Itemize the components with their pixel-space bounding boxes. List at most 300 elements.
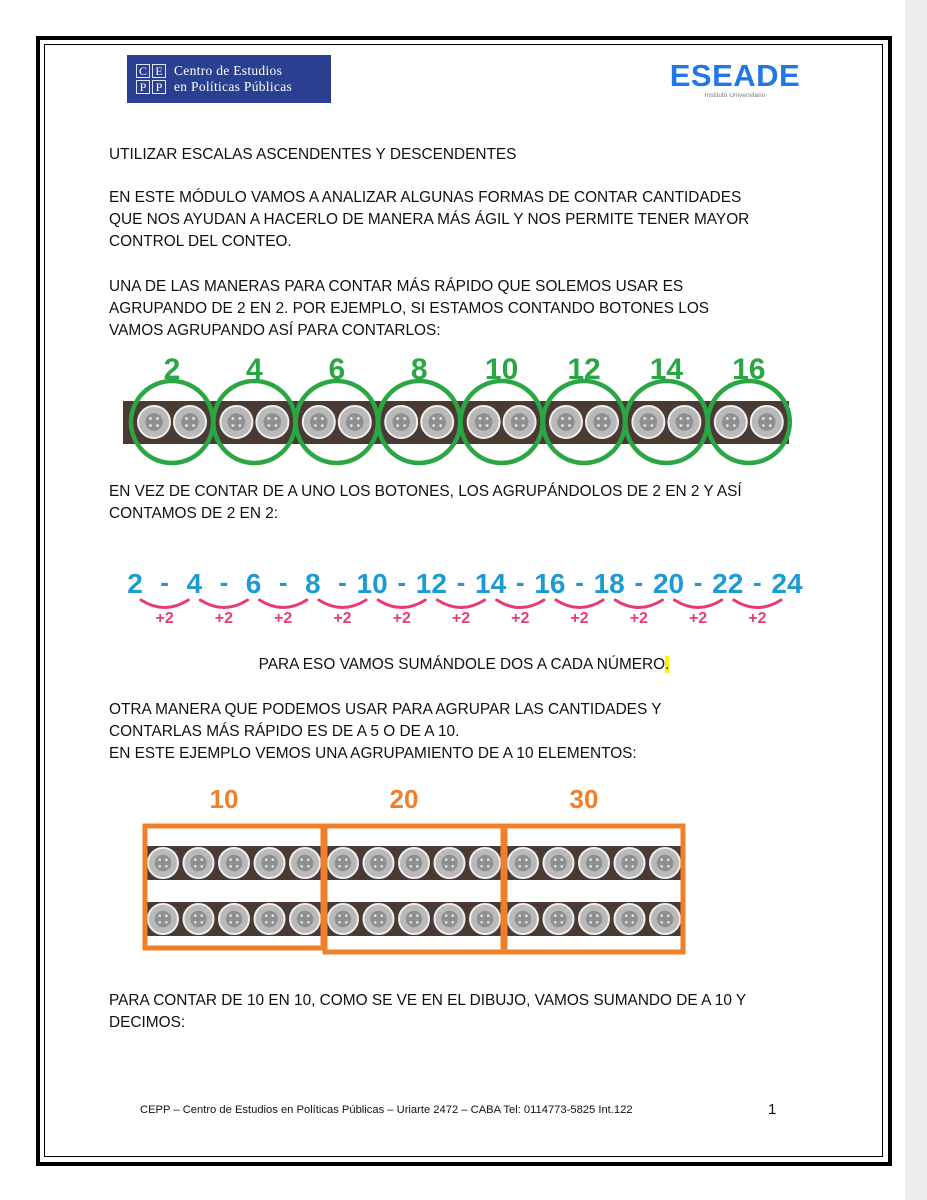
button-center [297,855,314,872]
paragraph-line: UNA DE LAS MANERAS PARA CONTAR MÁS RÁPIDO QUE SOLEMOS USAR ES [109,278,684,295]
sequence-number: 20 [652,568,685,599]
button-icon [339,406,371,438]
button-hole [149,424,152,427]
button-hole [554,914,557,917]
button-center [550,855,567,872]
button-hole [345,921,348,924]
button-center [621,911,638,928]
button-hole [396,417,399,420]
button-icon [586,406,618,438]
button-center [722,413,740,431]
step-arc [497,600,544,608]
button-center [586,911,603,928]
button-center [475,413,493,431]
sequence-number: 4 [186,568,203,599]
button-hole [439,417,442,420]
button-hole [643,424,646,427]
button-hole [667,865,670,868]
button-hole [265,914,268,917]
cepp-name-line1: Centro de Estudios [174,63,283,78]
sequence-separator: - [515,567,525,597]
button-hole [265,865,268,868]
button-hole [631,921,634,924]
step-label: +2 [511,610,530,627]
button-icon [550,406,582,438]
paragraph-line: PARA CONTAR DE 10 EN 10, COMO SE VE EN EL DIBUJO, VAMOS SUMANDO DE A 10 Y [109,992,747,1009]
button-hole [192,424,195,427]
paragraph-line: AGRUPANDO DE 2 EN 2. POR EJEMPLO, SI ESTAMOS CONTANDO BOTONES LOS [109,300,710,317]
cepp-letter: C [136,64,150,78]
pair-count-label: 12 [567,353,601,386]
button-icon [468,406,500,438]
button-icon [256,406,288,438]
button-hole [185,424,188,427]
button-hole [525,865,528,868]
button-icon [219,904,249,934]
button-hole [380,914,383,917]
button-hole [596,914,599,917]
button-hole [631,914,634,917]
button-center [657,911,674,928]
step-label: +2 [570,610,589,627]
button-hole [726,424,729,427]
button-hole [679,424,682,427]
button-center [346,413,364,431]
button-icon [303,406,335,438]
paragraph-line: EN ESTE EJEMPLO VEMOS UNA AGRUPAMIENTO DE A 10 ELEMENTOS: [109,745,637,762]
button-center [515,911,532,928]
button-hole [486,424,489,427]
button-hole [625,914,628,917]
button-hole [374,921,377,924]
button-hole [338,914,341,917]
step-arc [615,600,662,608]
sequence-number: 2 [127,568,143,599]
sequence-separator: - [575,567,584,597]
button-hole [445,921,448,924]
button-hole [321,424,324,427]
button-icon [668,406,700,438]
button-hole [229,865,232,868]
button-icon [504,406,536,438]
step-label: +2 [451,610,471,627]
button-hole [238,417,241,420]
button-hole [554,921,557,924]
button-hole [525,914,528,917]
button-hole [158,858,161,861]
cepp-name-line2: en Políticas Públicas [174,79,293,94]
button-icon [290,904,320,934]
cepp-name [174,63,292,95]
button-center [515,855,532,872]
button-hole [345,858,348,861]
button-hole [660,914,663,917]
cepp-letter: E [152,64,166,78]
button-hole [726,417,729,420]
button-hole [165,865,168,868]
button-hole [561,417,564,420]
button-hole [357,417,360,420]
cepp-logo [127,55,331,103]
button-hole [518,858,521,861]
button-center [190,911,207,928]
button-hole [660,921,663,924]
button-hole [396,424,399,427]
button-icon [364,904,394,934]
paragraph-line: QUE NOS AYUDAN A HACERLO DE MANERA MÁS ÁGIL Y NOS PERMITE TENER MAYOR [109,211,750,228]
button-hole [338,858,341,861]
pair-count-label: 8 [410,353,428,386]
button-center [392,413,410,431]
button-center [477,855,494,872]
button-hole [769,424,772,427]
button-hole [479,417,482,420]
button-hole [200,921,203,924]
sequence-number: 24 [771,568,803,599]
page-number: 1 [768,1101,777,1118]
step-label: +2 [392,610,411,627]
step-label: +2 [688,610,708,627]
button-hole [265,921,268,924]
button-hole [451,914,454,917]
paragraph-centered [110,654,818,676]
button-hole [409,914,412,917]
button-hole [660,858,663,861]
button-hole [350,417,353,420]
button-hole [200,865,203,868]
button-hole [596,865,599,868]
button-hole [231,424,234,427]
button-hole [518,921,521,924]
button-hole [589,914,592,917]
pair-count-label: 2 [163,353,181,386]
buttons-tens-figure [109,766,729,984]
button-hole [679,417,682,420]
button-hole [271,865,274,868]
sequence-separator: - [278,567,288,597]
group-count-label: 30 [569,784,599,814]
button-center [155,855,172,872]
button-icon [615,904,645,934]
button-hole [445,858,448,861]
button-hole [200,914,203,917]
button-hole [445,914,448,917]
button-hole [589,921,592,924]
eseade-subtitle: Instituto Universitario [704,92,766,99]
button-hole [480,921,483,924]
button-center [586,855,603,872]
button-hole [229,921,232,924]
button-hole [596,921,599,924]
button-icon [399,848,429,878]
button-icon [255,848,285,878]
eseade-name: ESEADE [669,58,801,93]
paragraph-line: CONTAMOS DE 2 EN 2: [109,505,279,522]
button-hole [274,424,277,427]
button-hole [445,865,448,868]
button-hole [480,914,483,917]
button-hole [321,417,324,420]
button-icon [544,848,574,878]
button-hole [357,424,360,427]
button-hole [686,417,689,420]
button-hole [589,865,592,868]
button-hole [560,865,563,868]
button-hole [625,865,628,868]
button-hole [403,417,406,420]
button-hole [380,865,383,868]
button-hole [149,417,152,420]
button-center [226,911,243,928]
button-icon [470,848,500,878]
cepp-letter: P [136,80,150,94]
button-icon [715,406,747,438]
button-icon [650,904,680,934]
paragraph-line: CONTARLAS MÁS RÁPIDO ES DE A 5 O DE A 10. [109,723,460,740]
button-hole [271,914,274,917]
button-icon [435,848,465,878]
button-hole [762,424,765,427]
button-hole [568,424,571,427]
button-hole [274,417,277,420]
sequence-separator: - [338,567,347,597]
button-hole [236,914,239,917]
sequence-separator: - [634,567,644,597]
button-hole [660,865,663,868]
paragraph-line: EN ESTE MÓDULO VAMOS A ANALIZAR ALGUNAS FORMAS DE CONTAR CANTIDADES [109,189,742,206]
sequence-number: 18 [593,568,625,599]
sequence-number: 8 [305,568,321,599]
pair-count-label: 10 [484,353,519,386]
button-hole [416,858,419,861]
sequence-separator: - [397,567,407,597]
button-hole [522,424,525,427]
button-icon [632,406,664,438]
button-hole [409,858,412,861]
button-hole [231,417,234,420]
button-hole [432,417,435,420]
button-hole [403,424,406,427]
button-hole [192,417,195,420]
highlighted-period: . [665,656,670,673]
button-icon [174,406,206,438]
button-icon [421,406,453,438]
button-hole [733,424,736,427]
step-label: +2 [214,610,234,627]
step-label: +2 [629,610,648,627]
button-hole [265,858,268,861]
button-center [370,855,387,872]
button-center [181,413,199,431]
button-icon [364,848,394,878]
button-hole [194,865,197,868]
button-hole [604,417,607,420]
button-hole [229,858,232,861]
button-icon [435,904,465,934]
sequence-figure [109,545,817,652]
eseade-logo [668,60,802,100]
button-hole [345,865,348,868]
button-center [145,413,163,431]
button-icon [184,848,214,878]
button-icon [579,848,609,878]
button-hole [416,921,419,924]
button-hole [409,921,412,924]
button-icon [255,904,285,934]
button-hole [158,914,161,917]
button-hole [733,417,736,420]
button-hole [271,921,274,924]
sequence-number: 14 [475,568,507,599]
button-hole [451,865,454,868]
group-count-label: 10 [209,784,239,814]
step-arc [260,600,307,608]
button-hole [238,424,241,427]
pair-count-label: 4 [246,353,263,386]
button-center [335,855,352,872]
button-icon [579,904,609,934]
button-hole [561,424,564,427]
button-hole [194,914,197,917]
button-icon [385,406,417,438]
button-hole [380,858,383,861]
button-hole [667,858,670,861]
button-center [261,911,278,928]
button-hole [314,417,317,420]
page-footer: CEPP – Centro de Estudios en Políticas Públicas – Uriarte 2472 – CABA Tel: 0114773-5825 Int.122 [140,1104,633,1116]
sequence-separator: - [456,567,466,597]
button-hole [267,417,270,420]
button-hole [487,865,490,868]
button-hole [554,865,557,868]
button-hole [480,858,483,861]
button-icon [399,904,429,934]
step-arc [200,600,247,608]
button-hole [165,914,168,917]
step-label: +2 [274,610,293,627]
button-center [441,911,458,928]
pair-count-label: 16 [732,353,766,386]
button-hole [762,417,765,420]
step-arc [437,600,484,608]
step-label: +2 [333,610,352,627]
button-hole [300,921,303,924]
button-hole [409,865,412,868]
button-hole [597,417,600,420]
button-icon [219,848,249,878]
sequence-separator: - [219,567,229,597]
button-center [310,413,328,431]
button-hole [307,921,310,924]
button-hole [667,914,670,917]
button-hole [194,858,197,861]
button-hole [686,424,689,427]
button-icon [184,904,214,934]
button-icon [290,848,320,878]
button-hole [194,921,197,924]
button-hole [451,921,454,924]
button-hole [165,921,168,924]
button-hole [560,914,563,917]
button-hole [236,858,239,861]
button-icon [328,904,358,934]
button-hole [307,914,310,917]
button-hole [518,865,521,868]
button-center [640,413,658,431]
button-icon [470,904,500,934]
button-hole [650,424,653,427]
button-hole [525,858,528,861]
button-hole [236,865,239,868]
button-hole [300,865,303,868]
button-center [155,911,172,928]
button-hole [515,417,518,420]
step-label: +2 [748,610,767,627]
step-arc [141,600,188,608]
button-hole [650,417,653,420]
button-hole [596,858,599,861]
step-arc [674,600,721,608]
button-hole [158,921,161,924]
button-hole [307,865,310,868]
button-icon [615,848,645,878]
paragraph-line: CONTROL DEL CONTEO. [109,233,292,250]
button-hole [487,858,490,861]
button-hole [374,865,377,868]
button-hole [518,914,521,917]
step-arc [319,600,366,608]
button-hole [267,424,270,427]
button-hole [229,914,232,917]
button-hole [597,424,600,427]
cepp-letter: P [152,80,166,94]
paragraph-text: PARA ESO VAMOS SUMÁNDOLE DOS A CADA NÚMERO [258,656,666,673]
paragraph-line: OTRA MANERA QUE PODEMOS USAR PARA AGRUPAR LAS CANTIDADES Y [109,701,662,718]
button-hole [165,858,168,861]
group-count-label: 20 [389,784,419,814]
button-icon [220,406,252,438]
pair-count-label: 6 [328,353,346,386]
button-center [297,911,314,928]
button-hole [522,417,525,420]
button-center [758,413,776,431]
button-hole [487,914,490,917]
button-icon [508,904,538,934]
button-center [406,911,423,928]
paragraph-line: DECIMOS: [109,1014,186,1031]
button-hole [350,424,353,427]
button-icon [148,904,178,934]
button-hole [200,858,203,861]
button-hole [515,424,518,427]
button-hole [604,424,607,427]
button-icon [138,406,170,438]
button-hole [338,921,341,924]
button-hole [479,424,482,427]
button-hole [416,865,419,868]
button-hole [432,424,435,427]
button-center [406,855,423,872]
button-hole [416,914,419,917]
paragraph-line: EN VEZ DE CONTAR DE A UNO LOS BOTONES, LOS AGRUPÁNDOLOS DE 2 EN 2 Y ASÍ [109,483,742,500]
button-icon [650,848,680,878]
button-hole [568,417,571,420]
button-center [261,855,278,872]
button-hole [158,865,161,868]
button-center [477,911,494,928]
button-hole [156,417,159,420]
paragraph-line: VAMOS AGRUPANDO ASÍ PARA CONTARLOS: [109,322,441,339]
